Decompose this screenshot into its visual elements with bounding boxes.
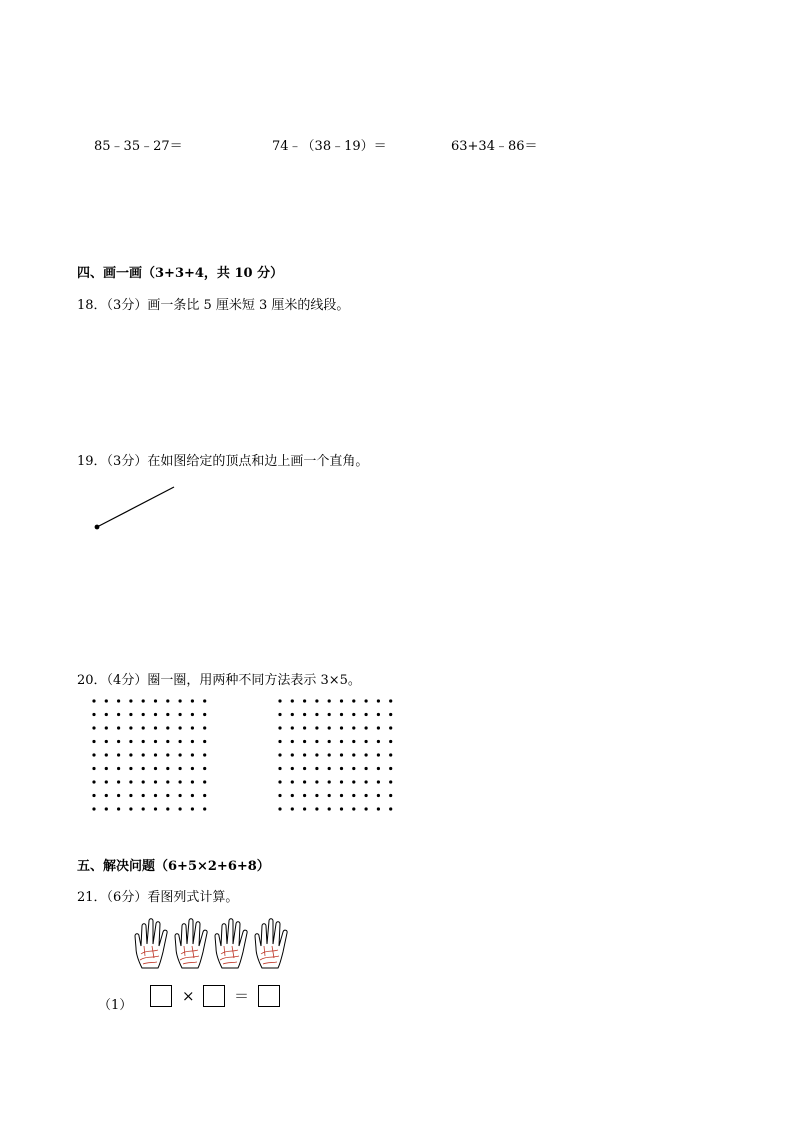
- grid-dot: [92, 780, 95, 783]
- grid-dot: [154, 726, 157, 729]
- hand-icon: [215, 919, 247, 968]
- grid-dot: [303, 726, 306, 729]
- grid-dot: [352, 699, 355, 702]
- grid-dot: [191, 699, 194, 702]
- grid-dot: [179, 780, 182, 783]
- grid-dot: [179, 753, 182, 756]
- grid-dot: [105, 794, 108, 797]
- grid-dot: [92, 713, 95, 716]
- grid-dot: [291, 699, 294, 702]
- grid-dot: [278, 699, 281, 702]
- grid-dot: [315, 753, 318, 756]
- grid-dot: [389, 794, 392, 797]
- grid-dot: [303, 767, 306, 770]
- grid-dot: [117, 767, 120, 770]
- grid-dot: [203, 780, 206, 783]
- grid-dot: [315, 807, 318, 810]
- grid-dot: [278, 740, 281, 743]
- grid-dot: [377, 780, 380, 783]
- hand-icon: [255, 919, 287, 968]
- question-21: 21．（6分）看图列式计算。: [77, 890, 239, 905]
- grid-dot: [291, 740, 294, 743]
- grid-dot: [166, 780, 169, 783]
- grid-dot: [328, 794, 331, 797]
- grid-dot: [315, 794, 318, 797]
- grid-dot: [203, 699, 206, 702]
- grid-dot: [129, 767, 132, 770]
- grid-dot: [352, 807, 355, 810]
- grid-dot: [328, 807, 331, 810]
- dot-grid-right: [274, 695, 404, 820]
- grid-dot: [166, 699, 169, 702]
- grid-dot: [117, 740, 120, 743]
- grid-dot: [328, 740, 331, 743]
- grid-dot: [129, 794, 132, 797]
- grid-dot: [142, 726, 145, 729]
- grid-dot: [179, 713, 182, 716]
- grid-dot: [315, 740, 318, 743]
- grid-dot: [389, 726, 392, 729]
- grid-dot: [340, 699, 343, 702]
- grid-dot: [352, 726, 355, 729]
- grid-dot: [377, 740, 380, 743]
- grid-dot: [166, 753, 169, 756]
- grid-dot: [315, 713, 318, 716]
- grid-dot: [142, 767, 145, 770]
- grid-dot: [340, 740, 343, 743]
- grid-dot: [117, 753, 120, 756]
- grid-dot: [389, 767, 392, 770]
- section-4-title: 四、画一画（3+3+4，共 10 分）: [77, 266, 284, 281]
- grid-dot: [328, 713, 331, 716]
- grid-dot: [191, 780, 194, 783]
- grid-dot: [328, 753, 331, 756]
- grid-dot: [117, 713, 120, 716]
- grid-dot: [377, 713, 380, 716]
- grid-dot: [278, 807, 281, 810]
- grid-dot: [377, 699, 380, 702]
- grid-dot: [142, 753, 145, 756]
- grid-dot: [154, 807, 157, 810]
- grid-dot: [389, 807, 392, 810]
- grid-dot: [315, 780, 318, 783]
- hands-picture: [130, 916, 300, 972]
- given-ray: [97, 487, 174, 527]
- grid-dot: [191, 767, 194, 770]
- grid-dot: [117, 780, 120, 783]
- grid-dot: [117, 807, 120, 810]
- grid-dot: [179, 794, 182, 797]
- grid-dot: [129, 807, 132, 810]
- grid-dot: [191, 794, 194, 797]
- grid-dot: [303, 807, 306, 810]
- grid-dot: [303, 780, 306, 783]
- grid-dot: [303, 794, 306, 797]
- grid-dot: [166, 726, 169, 729]
- grid-dot: [92, 726, 95, 729]
- question-19: 19．（3分）在如图给定的顶点和边上画一个直角。: [77, 454, 369, 469]
- grid-dot: [315, 767, 318, 770]
- grid-dot: [203, 807, 206, 810]
- grid-dot: [340, 807, 343, 810]
- grid-dot: [179, 740, 182, 743]
- grid-dot: [328, 780, 331, 783]
- grid-dot: [166, 713, 169, 716]
- grid-dot: [352, 794, 355, 797]
- grid-dot: [166, 740, 169, 743]
- grid-dot: [129, 753, 132, 756]
- grid-dot: [389, 699, 392, 702]
- grid-dot: [142, 807, 145, 810]
- grid-dot: [303, 713, 306, 716]
- grid-dot: [129, 699, 132, 702]
- grid-dot: [278, 753, 281, 756]
- grid-dot: [377, 753, 380, 756]
- answer-box-factor-2[interactable]: [203, 985, 225, 1007]
- grid-dot: [105, 780, 108, 783]
- grid-dot: [92, 807, 95, 810]
- answer-box-factor-1[interactable]: [150, 985, 172, 1007]
- equals-sign: ＝: [234, 987, 250, 1005]
- grid-dot: [303, 753, 306, 756]
- grid-dot: [154, 767, 157, 770]
- grid-dot: [291, 767, 294, 770]
- grid-dot: [92, 740, 95, 743]
- grid-dot: [303, 699, 306, 702]
- grid-dot: [278, 794, 281, 797]
- grid-dot: [278, 726, 281, 729]
- grid-dot: [340, 726, 343, 729]
- grid-dot: [365, 713, 368, 716]
- grid-dot: [105, 726, 108, 729]
- grid-dot: [365, 726, 368, 729]
- grid-dot: [117, 726, 120, 729]
- grid-dot: [92, 767, 95, 770]
- grid-dot: [166, 807, 169, 810]
- grid-dot: [166, 794, 169, 797]
- calc-expression-2: 74﹣（38﹣19）＝: [272, 139, 387, 154]
- grid-dot: [129, 780, 132, 783]
- grid-dot: [365, 794, 368, 797]
- grid-dot: [191, 726, 194, 729]
- grid-dot: [129, 713, 132, 716]
- grid-dot: [105, 699, 108, 702]
- grid-dot: [291, 753, 294, 756]
- grid-dot: [291, 794, 294, 797]
- grid-dot: [154, 713, 157, 716]
- grid-dot: [179, 726, 182, 729]
- grid-dot: [365, 753, 368, 756]
- grid-dot: [291, 780, 294, 783]
- grid-dot: [179, 767, 182, 770]
- grid-dot: [340, 780, 343, 783]
- grid-dot: [352, 713, 355, 716]
- grid-dot: [278, 780, 281, 783]
- grid-dot: [92, 794, 95, 797]
- hand-icon: [135, 919, 167, 968]
- grid-dot: [203, 713, 206, 716]
- grid-dot: [389, 740, 392, 743]
- grid-dot: [352, 767, 355, 770]
- grid-dot: [365, 780, 368, 783]
- grid-dot: [365, 767, 368, 770]
- grid-dot: [142, 713, 145, 716]
- grid-dot: [389, 780, 392, 783]
- grid-dot: [203, 726, 206, 729]
- grid-dot: [92, 753, 95, 756]
- grid-dot: [105, 767, 108, 770]
- grid-dot: [129, 740, 132, 743]
- grid-dot: [154, 753, 157, 756]
- grid-dot: [179, 807, 182, 810]
- grid-dot: [92, 699, 95, 702]
- section-5-title: 五、解决问题（6+5×2+6+8）: [77, 859, 270, 874]
- grid-dot: [203, 740, 206, 743]
- question-20: 20．（4分）圈一圈，用两种不同方法表示 3×5。: [77, 673, 361, 688]
- grid-dot: [278, 713, 281, 716]
- grid-dot: [105, 740, 108, 743]
- grid-dot: [203, 767, 206, 770]
- hand-icon: [175, 919, 207, 968]
- grid-dot: [117, 699, 120, 702]
- grid-dot: [154, 699, 157, 702]
- grid-dot: [328, 767, 331, 770]
- grid-dot: [142, 740, 145, 743]
- grid-dot: [291, 807, 294, 810]
- grid-dot: [105, 713, 108, 716]
- grid-dot: [328, 699, 331, 702]
- grid-dot: [377, 726, 380, 729]
- grid-dot: [365, 699, 368, 702]
- grid-dot: [105, 807, 108, 810]
- grid-dot: [291, 713, 294, 716]
- grid-dot: [389, 713, 392, 716]
- grid-dot: [191, 740, 194, 743]
- grid-dot: [142, 699, 145, 702]
- grid-dot: [166, 767, 169, 770]
- grid-dot: [365, 807, 368, 810]
- grid-dot: [154, 780, 157, 783]
- grid-dot: [340, 753, 343, 756]
- calc-expression-1: 85﹣35﹣27＝: [94, 139, 183, 154]
- grid-dot: [352, 753, 355, 756]
- grid-dot: [154, 740, 157, 743]
- answer-box-product[interactable]: [258, 985, 280, 1007]
- grid-dot: [142, 794, 145, 797]
- grid-dot: [340, 713, 343, 716]
- grid-dot: [203, 794, 206, 797]
- grid-dot: [191, 713, 194, 716]
- grid-dot: [352, 740, 355, 743]
- vertex-point: [95, 525, 100, 530]
- grid-dot: [129, 726, 132, 729]
- grid-dot: [142, 780, 145, 783]
- grid-dot: [389, 753, 392, 756]
- grid-dot: [315, 726, 318, 729]
- grid-dot: [191, 807, 194, 810]
- grid-dot: [365, 740, 368, 743]
- sub-question-1-label: （1）: [98, 998, 133, 1013]
- grid-dot: [179, 699, 182, 702]
- question-18: 18．（3分）画一条比 5 厘米短 3 厘米的线段。: [77, 298, 350, 313]
- grid-dot: [377, 807, 380, 810]
- grid-dot: [278, 767, 281, 770]
- grid-dot: [377, 767, 380, 770]
- grid-dot: [105, 753, 108, 756]
- grid-dot: [340, 794, 343, 797]
- grid-dot: [291, 726, 294, 729]
- grid-dot: [352, 780, 355, 783]
- grid-dot: [203, 753, 206, 756]
- grid-dot: [328, 726, 331, 729]
- grid-dot: [377, 794, 380, 797]
- dot-grid-left: [88, 695, 218, 820]
- grid-dot: [154, 794, 157, 797]
- grid-dot: [117, 794, 120, 797]
- grid-dot: [340, 767, 343, 770]
- grid-dot: [191, 753, 194, 756]
- calc-expression-3: 63+34﹣86＝: [451, 139, 538, 154]
- times-sign: ×: [182, 987, 195, 1005]
- grid-dot: [315, 699, 318, 702]
- grid-dot: [303, 740, 306, 743]
